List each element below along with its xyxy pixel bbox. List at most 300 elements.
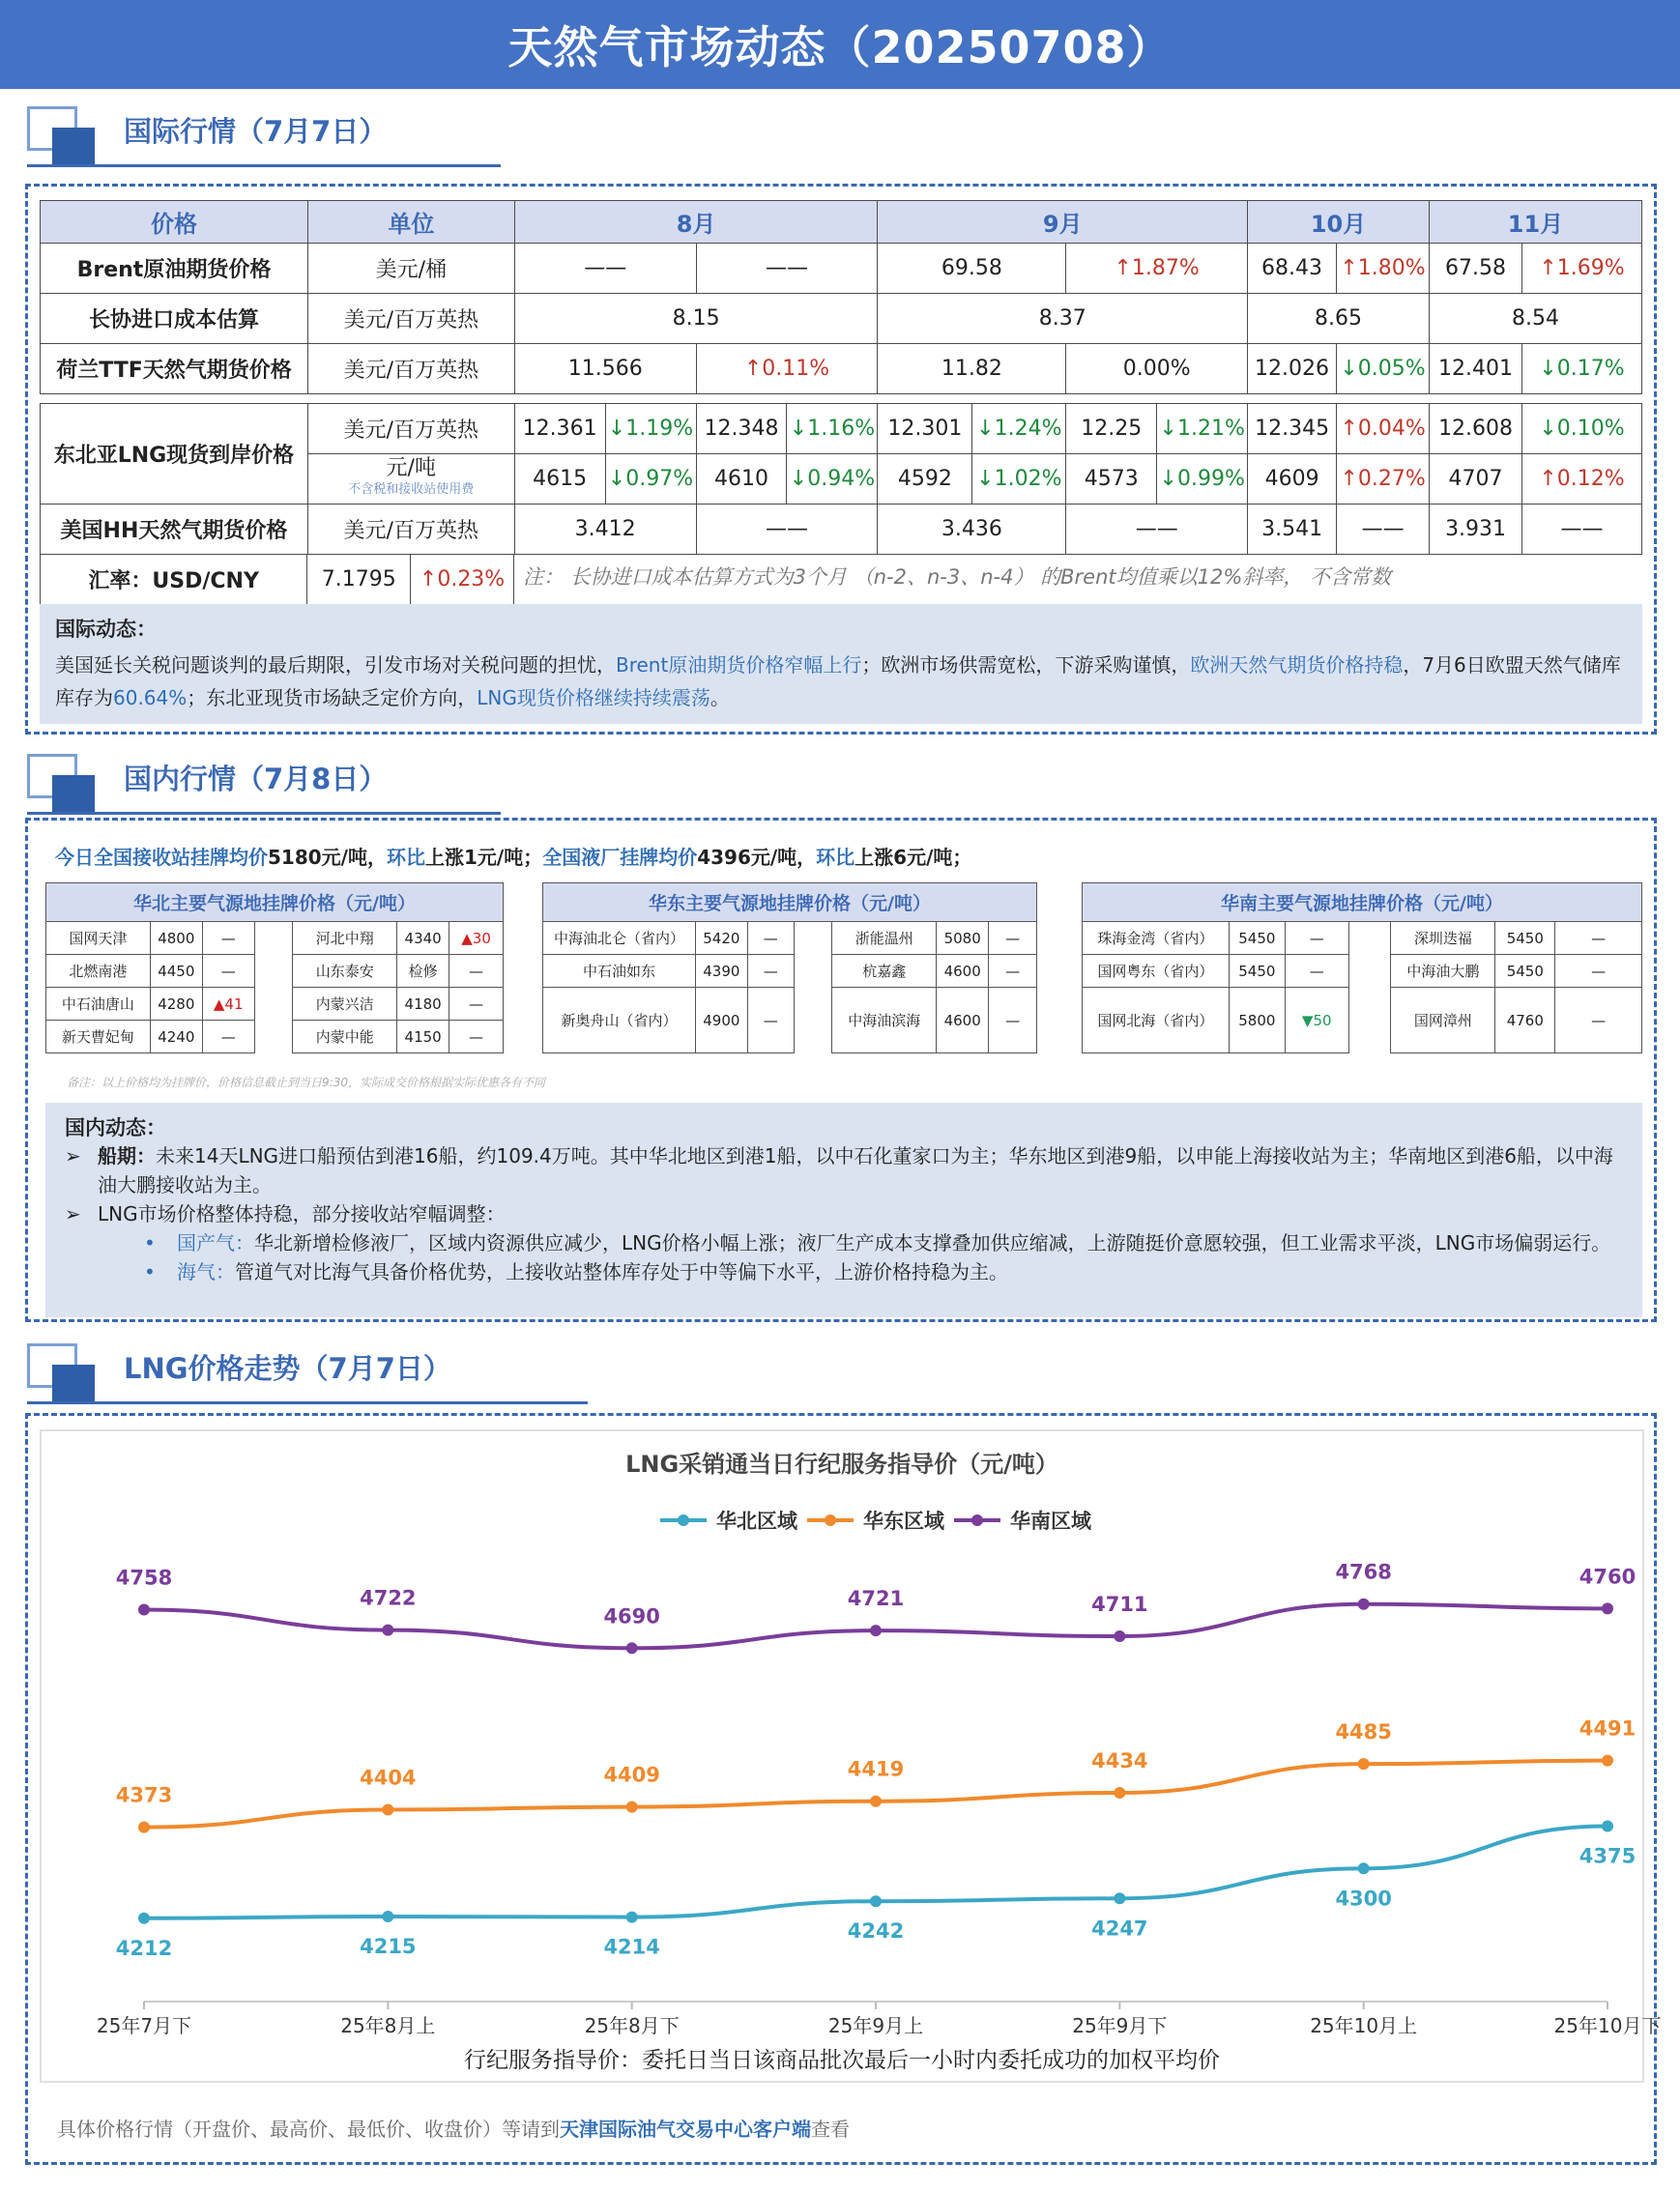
cell-value: 4609 [1248,454,1337,505]
table-row [543,988,1037,1053]
station-price: 检修 [397,955,449,988]
cell-value: 4592 [878,454,972,505]
cell-change: ↓1.16% [787,404,878,454]
x-tick-label: 25年8月下 [584,2014,680,2037]
cell-unit [307,454,514,505]
station-change: ▼50 [1285,988,1348,1053]
data-point [1602,1755,1613,1767]
text-span: 美国延长关税问题谈判的最后期限，引发市场对关税问题的担忧， [55,653,616,677]
bullet-label: 国产气： [177,1231,254,1254]
cell-value: 8.37 [878,294,1248,344]
footer-span: 查看 [811,2118,850,2141]
cell-unit: 美元/百万英热 [307,294,514,344]
section-decor [52,775,95,814]
cell-change: ↓1.21% [1157,404,1248,454]
row-label: Brent原油期货价格 [41,244,308,294]
table-title: 华东主要气源地挂牌价格（元/吨） [543,883,1037,922]
chart-caption: 行纪服务指导价：委托日当日该商品批次最后一小时内委托成功的加权平均价 [464,2048,1220,2073]
station-change: — [449,1021,504,1053]
table-title-row [1083,883,1642,922]
domestic-summary [55,842,971,870]
station-change: ▲41 [202,988,254,1021]
station-price: 5450 [1495,955,1555,988]
station-price: 5450 [1229,955,1285,988]
highlight-span: 欧洲天然气期货价格持稳 [1190,653,1404,677]
fx-table [40,554,514,605]
station-change: — [449,988,504,1021]
table-row [46,988,504,1021]
station-price: 5080 [937,922,989,955]
intl-price-table [40,200,1642,394]
cell-change: ↓1.02% [972,454,1066,505]
gap-cell [794,922,832,955]
table-title: 华南主要气源地挂牌价格（元/吨） [1083,883,1642,922]
row-label: 东北亚LNG现货到岸价格 [41,404,308,505]
station-price: 4340 [397,922,449,955]
data-point [870,1625,882,1636]
data-point [138,1913,150,1924]
legend-marker [825,1514,836,1526]
dot-icon: • [144,1231,156,1254]
huadong-table [542,882,1037,1053]
row-label: 汇率：USD/CNY [41,555,307,605]
summary-span: 环比 [816,846,855,869]
data-label: 4409 [603,1763,660,1787]
station-price: 4450 [150,955,202,988]
data-point [138,1822,150,1833]
station-price: 4900 [695,988,747,1053]
data-label: 4711 [1091,1593,1148,1617]
cell-value: 8.15 [514,294,878,344]
station-change: — [989,922,1037,955]
station-name: 浙能温州 [832,922,937,955]
bullet-text [177,1257,1008,1286]
x-tick-label: 25年7月下 [96,2014,192,2037]
text-span: ；欧洲市场供需宽松，下游采购谨慎， [861,653,1191,677]
data-label: 4758 [115,1566,173,1590]
x-tick-label: 25年10月下 [1553,2014,1662,2037]
station-change: — [989,955,1037,988]
data-label: 4760 [1579,1565,1637,1589]
data-point [382,1625,393,1636]
station-name: 深圳迭福 [1391,922,1495,955]
station-price: 4180 [397,988,449,1021]
data-label: 4721 [847,1587,905,1611]
station-change: — [1285,922,1348,955]
station-name: 杭嘉鑫 [832,955,937,988]
cell-change: ↑0.11% [696,344,878,394]
intl-dynamic-panel [40,604,1642,724]
table-row [1083,922,1642,955]
station-price: 5450 [1495,922,1555,955]
section-decor [52,1365,95,1403]
cell-value: 4610 [696,454,787,505]
chart-frame [40,1429,1662,2083]
gap-cell [254,1021,293,1053]
bullet-arrow-icon: ➢ [65,1144,81,1168]
station-price: 4240 [150,1021,202,1053]
station-name: 中海油大鹏 [1391,955,1495,988]
section-header-trend [27,1343,607,1411]
chart-series-layer [116,1561,1636,1960]
data-label: 4214 [603,1935,660,1959]
section-underline [27,1401,588,1404]
station-name: 国网漳州 [1391,988,1495,1053]
bullet-label: 海气： [177,1260,235,1283]
cell-change: ↑0.23% [411,555,514,605]
section-header-domestic [27,754,510,822]
cell-value: 68.43 [1248,244,1337,294]
table-row-changxie [41,294,1642,344]
col-oct: 10月 [1248,201,1430,244]
cell-change: ↑0.12% [1522,454,1642,505]
domestic-box [25,818,1657,1322]
summary-span: 上涨1元/吨； [424,846,543,869]
trend-box [25,1413,1662,2165]
section-underline [27,812,501,815]
data-label: 4247 [1091,1917,1148,1941]
summary-span: 环比 [386,846,425,869]
legend-label: 华东区域 [863,1510,944,1533]
summary-span: 全国液厂挂牌均价 [542,846,698,869]
lng-price-table [40,403,1642,555]
table-row [46,955,504,988]
cell-change: ↓0.10% [1522,404,1642,454]
bullet-text [98,1141,1623,1199]
x-tick-label: 25年8月上 [340,2014,436,2037]
table-title-row [543,883,1037,922]
footer-link[interactable]: 天津国际油气交易中心客户端 [560,2118,811,2141]
station-name: 中石油唐山 [46,988,151,1021]
station-name: 内蒙兴洁 [293,988,397,1021]
station-price: 5420 [695,922,747,955]
station-change: — [747,988,794,1053]
data-label: 4690 [603,1604,660,1629]
data-point [1114,1787,1125,1799]
section-underline [27,164,501,167]
station-price: 4600 [937,955,989,988]
gap-cell [254,955,293,988]
data-point [870,1895,882,1907]
data-label: 4419 [847,1757,905,1781]
cell-value: —— [514,244,696,294]
data-label: 4215 [360,1935,417,1958]
data-point [382,1911,393,1922]
unit-note: 不含税和接收站使用费 [348,481,475,497]
table-row [1083,955,1642,988]
table-row [543,922,1037,955]
cell-value: 8.54 [1430,294,1642,344]
cell-value: 11.82 [878,344,1066,394]
cell-change: ↓1.19% [605,404,696,454]
data-label: 4212 [115,1936,173,1960]
station-change: — [449,955,504,988]
station-change: — [1555,955,1642,988]
data-point [1358,1862,1370,1874]
data-point [626,1802,638,1813]
chart-legend [660,1510,1092,1533]
station-change: — [747,922,794,955]
legend-item [660,1510,798,1533]
cell-change: ↑1.69% [1521,244,1641,294]
summary-span: 5180元/吨， [268,846,387,869]
station-price: 4150 [397,1021,449,1053]
data-label: 4722 [360,1586,417,1610]
station-name: 北燃南港 [46,955,151,988]
data-point [1602,1602,1613,1614]
footer-text [57,2114,850,2142]
data-label: 4434 [1091,1748,1148,1773]
gap-cell [1348,922,1391,955]
cell-unit: 美元/百万英热 [307,505,514,555]
data-label: 4300 [1335,1887,1392,1911]
summary-span: 上涨6元/吨； [854,846,972,869]
station-change: — [202,922,254,955]
cell-change: ↓1.24% [972,404,1066,454]
table-row [46,1021,504,1053]
data-label: 4491 [1579,1716,1637,1741]
cell-value: 4707 [1430,454,1522,505]
cell-value: 12.25 [1066,404,1157,454]
bullet-text [177,1228,1610,1257]
cell-change: ↑0.27% [1337,454,1430,505]
price-note: 备注：以上价格均为挂牌价，价格信息截止到当日9:30，实际成交价格根据实际优惠各有不同 [67,1076,545,1089]
gap-cell [254,988,293,1021]
data-label: 4242 [847,1919,905,1944]
bullet-guochan [65,1228,1623,1257]
cell-value: 12.401 [1430,344,1522,394]
station-name: 河北中翔 [293,922,397,955]
table-row-ttf [41,344,1642,394]
bullet-market [65,1199,1623,1228]
cell-value: 12.361 [514,404,605,454]
data-point [382,1804,393,1816]
station-price: 5800 [1229,988,1285,1053]
data-label: 4485 [1335,1720,1392,1744]
station-price: 4760 [1495,988,1555,1053]
cell-change: ↑0.04% [1337,404,1430,454]
data-point [626,1912,638,1923]
data-point [626,1642,638,1654]
bullet-arrow-icon: ➢ [65,1202,81,1225]
station-name: 国网天津 [46,922,151,955]
summary-span: 4396元/吨， [697,846,817,869]
cell-value: 67.58 [1430,244,1522,294]
cell-value: 3.931 [1430,505,1522,555]
station-change: — [989,988,1037,1053]
cell-change: ↓0.94% [787,454,878,505]
station-change: — [1285,955,1348,988]
table-header-row [41,201,1642,244]
cell-change: ↓0.05% [1337,344,1430,394]
gap-cell [1348,988,1391,1053]
section-title: 国内行情（7月8日） [124,763,388,795]
data-label: 4404 [360,1766,417,1790]
station-change: — [202,1021,254,1053]
row-label: 长协进口成本估算 [41,294,308,344]
bullet-body: LNG市场价格整体持稳，部分接收站窄幅调整： [98,1202,506,1225]
table-row [1083,988,1642,1053]
section-header-intl [27,106,510,174]
bullet-haiqi [65,1257,1623,1286]
bullet-body: 华北新增检修液厂，区域内资源供应减少，LNG价格小幅上涨；液厂生产成本支撑叠加供应缩减，上游随挺价意愿较强，但工业需求平淡，LNG市场偏弱运行。 [254,1231,1611,1254]
gap-cell [794,955,832,988]
table-row [46,922,504,955]
legend-label: 华南区域 [1010,1510,1091,1533]
fx-note: 注： 长协进口成本估算方式为3个月 （n-2、n-3、n-4） 的Brent均值乘以12%斜率， 不含常数 [523,565,1391,589]
table-row-hh [41,505,1642,555]
cell-value: 8.65 [1248,294,1430,344]
cell-value: 12.608 [1430,404,1522,454]
cell-change: ↓0.17% [1521,344,1641,394]
col-nov: 11月 [1430,201,1642,244]
dot-icon: • [144,1260,156,1283]
station-name: 内蒙中能 [293,1021,397,1053]
cell-change: ↑1.80% [1337,244,1430,294]
station-price: 4800 [150,922,202,955]
intl-dynamic-title: 国际动态： [55,618,157,641]
bullet-ship [65,1141,1623,1199]
cell-change: ↓0.97% [605,454,696,505]
cell-value: 12.348 [696,404,787,454]
x-tick-label: 25年10月上 [1310,2014,1418,2037]
section-title: 国际行情（7月7日） [124,115,388,148]
cell-value: 12.301 [878,404,972,454]
cell-value: 3.412 [514,505,696,555]
station-name: 新天曹妃甸 [46,1021,151,1053]
cell-change: ↓0.99% [1157,454,1248,505]
data-label: 4375 [1579,1844,1637,1868]
col-aug: 8月 [514,201,878,244]
cell-value: 3.436 [878,505,1066,555]
text-span: ，7月6日欧盟天然气储库库存为 [55,653,1621,709]
station-change: — [202,955,254,988]
footer-span: 具体价格行情（开盘价、最高价、最低价、收盘价）等请到 [57,2118,560,2141]
bullet-body: 管道气对比海气具备价格优势，上接收站整体库存处于中等偏下水平，上游价格持稳为主。 [235,1260,1008,1283]
station-name: 山东泰安 [293,955,397,988]
page-banner [0,0,1680,89]
station-price: 4280 [150,988,202,1021]
table-row-lng-usd [41,404,1642,454]
cell-value: 69.58 [878,244,1066,294]
highlight-span: 60.64% [113,686,188,709]
gap-cell [794,988,832,1053]
lng-price-chart [42,1431,1662,2081]
cell-value: —— [696,244,878,294]
row-label: 美国HH天然气期货价格 [41,505,308,555]
gap-cell [1348,955,1391,988]
domestic-dynamic-panel [45,1103,1642,1317]
intl-box [25,184,1657,735]
col-unit: 单位 [307,201,514,244]
cell-value: —— [1066,505,1248,555]
station-change: — [1555,988,1642,1053]
data-point [1602,1820,1613,1831]
station-change: ▲30 [449,922,504,955]
table-title: 华北主要气源地挂牌价格（元/吨） [46,883,504,922]
intl-dynamic-text [55,649,1627,714]
data-label: 4373 [115,1783,173,1807]
table-row-brent [41,244,1642,294]
data-point [138,1604,150,1616]
cell-value: 4615 [514,454,605,505]
cell-unit: 美元/百万英热 [307,344,514,394]
cell-value: —— [1337,505,1430,555]
legend-item [954,1510,1092,1533]
domestic-dynamic-title: 国内动态： [65,1116,166,1139]
station-change: — [1555,922,1642,955]
col-price: 价格 [41,201,308,244]
chart-title: LNG采销通当日行纪服务指导价（元/吨） [625,1451,1058,1478]
cell-value: 3.541 [1248,505,1337,555]
table-title-row [46,883,504,922]
data-point [1114,1892,1125,1904]
section-title: LNG价格走势（7月7日） [124,1352,451,1385]
legend-label: 华北区域 [716,1510,797,1533]
station-name: 中海油北仑（省内） [543,922,696,955]
highlight-span: LNG现货价格继续持续震荡 [477,686,710,709]
table-row [543,955,1037,988]
cell-value: —— [696,505,878,555]
legend-item [807,1510,945,1533]
data-point [1358,1758,1370,1770]
x-tick-label: 25年9月上 [827,2014,924,2037]
station-name: 新奥舟山（省内） [543,988,696,1053]
cell-value: 11.566 [514,344,696,394]
section-decor [52,128,95,166]
col-sep: 9月 [878,201,1248,244]
station-price: 4390 [695,955,747,988]
text-span: 。 [710,686,730,709]
data-label: 4768 [1335,1560,1392,1584]
cell-value: 4573 [1066,454,1157,505]
banner-title: 天然气市场动态（20250708） [507,21,1173,73]
cell-unit: 美元/桶 [307,244,514,294]
station-change: — [747,955,794,988]
station-price: 5450 [1229,922,1285,955]
x-axis-ticks [97,2002,1662,2037]
station-name: 国网粤东（省内） [1083,955,1230,988]
cell-change: 0.00% [1066,344,1248,394]
bullet-label: 船期： [98,1144,156,1168]
gap-cell [254,922,293,955]
cell-value: 12.026 [1248,344,1337,394]
summary-span: 今日全国接收站挂牌均价 [55,846,268,869]
cell-change: ↑1.87% [1066,244,1248,294]
unit-text: 元/吨 [386,455,436,480]
x-tick-label: 25年9月下 [1072,2014,1168,2037]
highlight-span: Brent原油期货价格窄幅上行 [616,653,862,677]
row-label: 荷兰TTF天然气期货价格 [41,344,308,394]
station-name: 中海油滨海 [832,988,937,1053]
table-row-fx [41,555,514,605]
cell-value: 12.345 [1248,404,1337,454]
data-point [1358,1599,1370,1610]
data-point [1114,1630,1125,1642]
huabei-table [45,882,504,1053]
cell-unit: 美元/百万英热 [307,404,514,454]
legend-marker [971,1514,983,1526]
cell-value: 7.1795 [307,555,411,605]
cell-value: —— [1522,505,1642,555]
station-name: 国网北海（省内） [1083,988,1230,1053]
text-span: ；东北亚现货市场缺乏定价方向， [187,686,478,709]
huanan-table [1082,882,1642,1053]
station-name: 中石油如东 [543,955,696,988]
station-price: 4600 [937,988,989,1053]
data-point [870,1796,882,1807]
legend-marker [678,1514,689,1526]
